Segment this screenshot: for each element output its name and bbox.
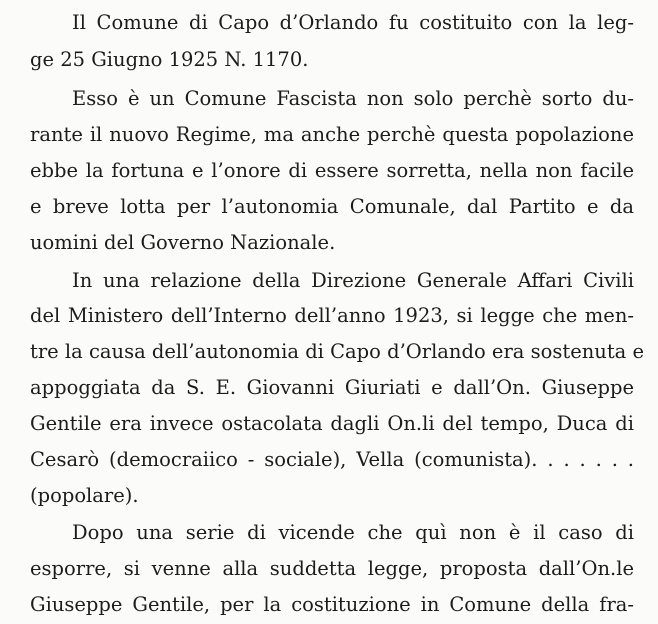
text-line: del Ministero dell’Interno dell’anno 1923, si legge che men- [30, 304, 634, 327]
text-line: rante il nuovo Regime, ma anche perchè questa popolazione [30, 123, 634, 146]
text-line: ebbe la fortuna e l’onore di essere sorretta, nella non facile [30, 159, 634, 182]
text-line: appoggiata da S. E. Giovanni Giuriati e dall’On. Giuseppe [30, 376, 634, 399]
text-line: Il Comune di Capo d’Orlando fu costituito con la leg- [72, 11, 634, 34]
text-line: Cesarò (democraiico - sociale), Vella (comunista). . . . . . . [30, 448, 634, 471]
text-line: esporre, si venne alla suddetta legge, proposta dall’On.le [30, 557, 634, 580]
text-line: tre la causa dell’autonomia di Capo d’Orlando era sostenuta e [30, 340, 645, 363]
text-line: In una relazione della Direzione Generale Affari Civili [72, 269, 634, 292]
text-line: (popolare). [30, 484, 139, 507]
text-line: Giuseppe Gentile, per la costituzione in Comune della fra- [30, 593, 634, 616]
text-line: ge 25 Giugno 1925 N. 1170. [30, 48, 309, 71]
text-line: Dopo una serie di vicende che quì non è il caso di [72, 521, 634, 544]
text-line: Esso è un Comune Fascista non solo perchè sorto du- [72, 87, 634, 110]
text-line: uomini del Governo Nazionale. [30, 231, 336, 254]
text-line: e breve lotta per l’autonomia Comunale, dal Partito e da [30, 195, 634, 218]
text-line: Gentile era invece ostacolata dagli On.li del tempo, Duca di [30, 412, 634, 435]
